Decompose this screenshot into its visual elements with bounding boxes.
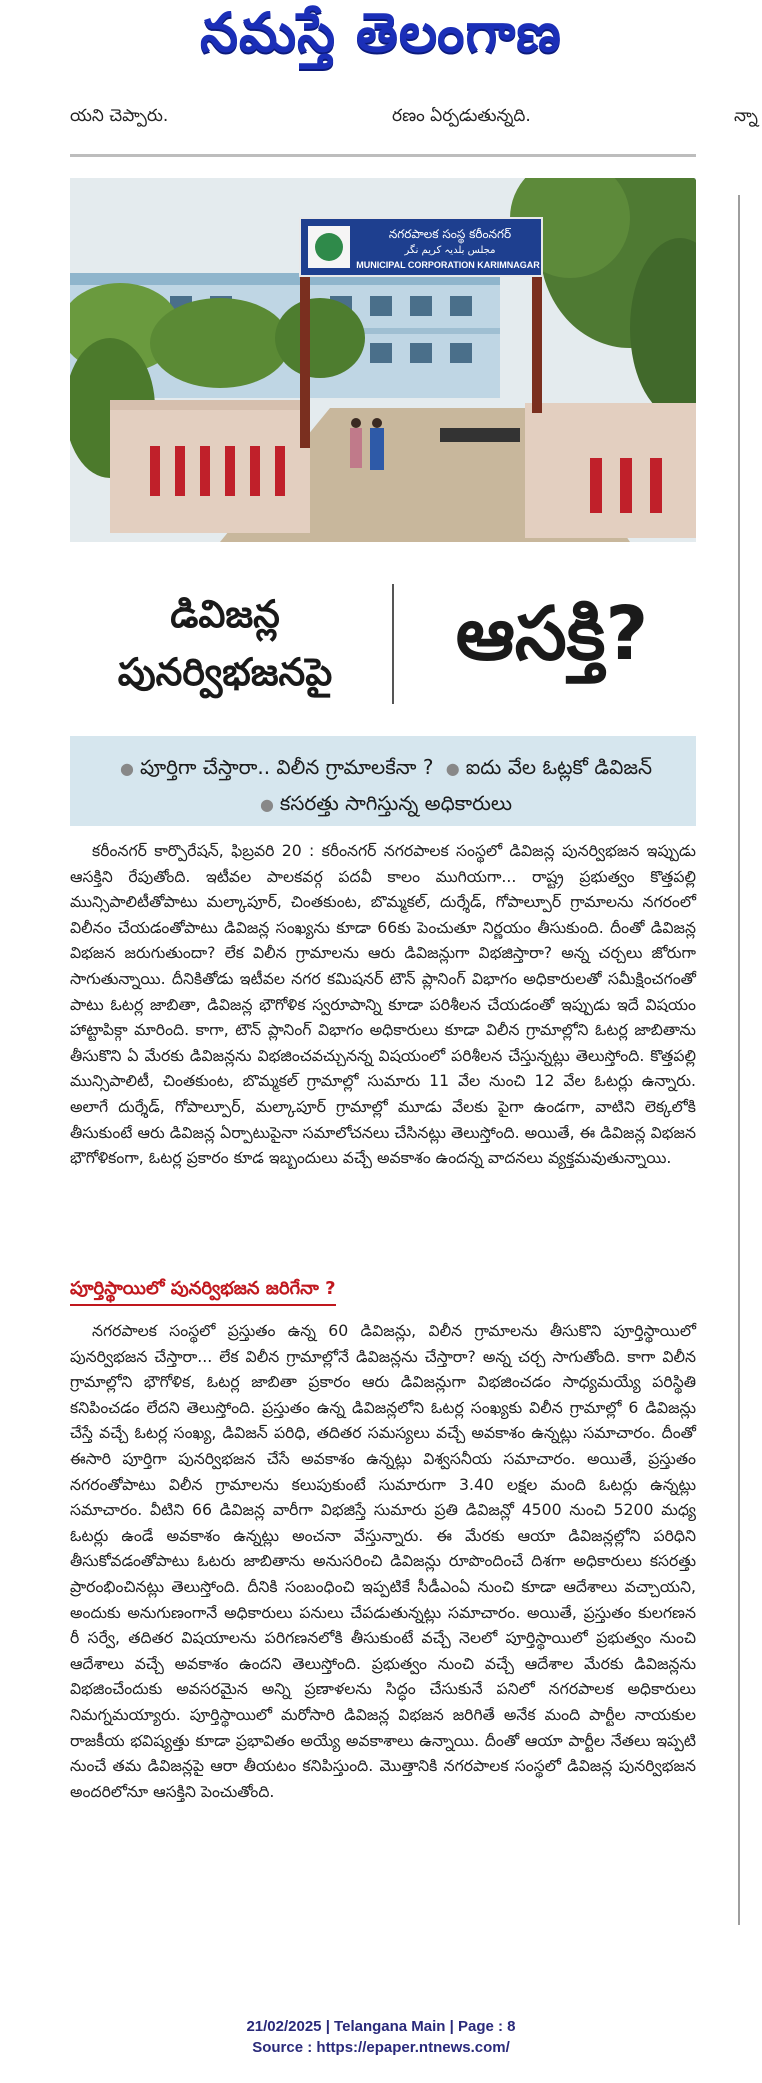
headline <box>70 568 696 718</box>
column-divider <box>738 195 740 1925</box>
sign-telugu: నగరపాలక సంస్థ కరీంనగర్ <box>388 227 512 241</box>
footer-source: Source : https://epaper.ntnews.com/ <box>252 2039 510 2056</box>
bullet-icon: ● <box>445 759 460 778</box>
deck-item-1: పూర్తిగా చేస్తారా.. విలీన గ్రామాలకేనా ? <box>139 755 434 779</box>
sign-urdu: مجلس بلدیہ کریم نگر <box>404 245 496 256</box>
headline-line1: డివిజన్ల <box>170 592 280 636</box>
bullet-icon: ● <box>259 795 274 814</box>
headline-line2: పునర్విభజనపై <box>117 650 333 694</box>
newspaper-logo: నమస్తే తెలంగాణ <box>200 0 562 64</box>
article-subhead: పూర్తిస్థాయిలో పునర్విభజన జరిగేనా ? <box>70 1276 336 1306</box>
headline-main: ఆసక్తి? <box>455 591 649 677</box>
article-photo <box>70 178 696 542</box>
cut-text-col2: రణం ఏర్పడుతున్నది. <box>392 106 531 126</box>
headline-divider <box>392 584 394 704</box>
article-paragraph-1: కరీంనగర్ కార్పొరేషన్, ఫిబ్రవరి 20 : కరీంనగర్ నగరపాలక సంస్థలో డివిజన్ల పునర్విభజన ఇప్పుడు ఆసక్తిని రేపుతోంది. ఇటీవల పాలకవర్గ పదవీ కాలం ముగియగా... రాష్ట్ర ప్రభుత్వం కొత్తపల్లి మున్సిపాలిటీతోపాటు మల్కాపూర్, చింతకుంట, బొమ్మకల్, దుర్శేడ్, గోపాల్పూర్ గ్రామాలను నగరంలో విలీనం చేయడంతోపాటు డివిజన్ల సంఖ్యను కూడా 66కు పెంచుతూ నిర్ణయం తీసుకుంది. దీంతో డివిజన్ల విభజన జరుగుతుందా? లేక విలీన గ్రామాలను ఆరు డివిజన్లుగా విభజిస్తారా? అన్న చర్చలు జోరుగా సాగుతున్నాయి. దీనికితోడు ఇటీవల నగర కమిషనర్ టౌన్ ప్లానింగ్ విభాగం అధికారులతో సమీక్షించగంతో పాటు ఓటర్ల జాబితా, డివిజన్ల భౌగోళిక స్వరూపాన్ని కూడా పరిశీలన చేయడంతో ఇప్పుడు ఇదే విషయం హాట్టాపిక్గా మారింది. కాగా, టౌన్ ప్లానింగ్ విభాగం అధికారులు కూడా విలీన గ్రామాల్లోని ఓటర్ల జాబితాను తీసుకొని ఏ మేరకు డివిజన్లను విభజించవచ్చునన్న విషయంలో పరిశీలన చేస్తున్నట్లు తెలుస్తోంది. కొత్తపల్లి మున్సిపాలిటీ, చింతకుంట, బొమ్మకల్ గ్రామాల్లో సుమారు 11 వేల నుంచి 12 వేల ఓటర్లు ఉన్నారు. అలాగే దుర్శేడ్, గోపాల్పూర్, మల్కాపూర్ గ్రామాల్లో మూడు వేలకు పైగా ఉండగా, వాటిని లెక్కలోకి తీసుకుంటే ఆరు డివిజన్ల ఏర్పాటుపైనా సమాలోచనలు చేసినట్లు తెలుస్తోంది. అయితే, ఈ డివిజన్ల విభజన భౌగోళికంగా, ఓటర్ల ప్రకారం కూడ ఇబ్బందులు వచ్చే అవకాశం ఉందన్న వాదనలు వ్యక్తమవుతున్నాయి. <box>70 841 696 1168</box>
bullet-icon: ● <box>119 759 134 778</box>
previous-article-strip <box>0 100 762 136</box>
cut-text-col3: న్నా <box>734 106 758 126</box>
sign-english: MUNICIPAL CORPORATION KARIMNAGAR <box>356 260 540 270</box>
deck-item-3: కసరత్తు సాగిస్తున్న అధికారులు <box>279 791 513 815</box>
cut-text-col1: యని చెప్పారు. <box>70 106 169 126</box>
masthead <box>0 0 762 78</box>
headline-kicker <box>70 568 380 718</box>
deck-item-2: ఐదు వేల ఓట్లకో డివిజన్ <box>465 755 652 779</box>
deck-highlights <box>70 736 696 826</box>
footer-edition-info: 21/02/2025 | Telangana Main | Page : 8 <box>246 2018 516 2035</box>
article-paragraph-2: నగరపాలక సంస్థలో ప్రస్తుతం ఉన్న 60 డివిజన్లు, విలీన గ్రామాలను తీసుకొని పూర్తిస్థాయిలో పునర్విభజన చేస్తారా... లేక విలీన గ్రామాల్లోనే డివిజన్లను చేస్తారా? అన్న చర్చ సాగుతోంది. కాగా విలీన గ్రామాల్లోని భౌగోళిక, ఓటర్ల జాబితా ప్రకారం ఆరు డివిజన్లుగా విభజించడం సాధ్యమయ్యే పరిస్థితి కనిపించడం లేదని తెలుస్తోంది. ప్రస్తుతం ఉన్న డివిజన్లలోని ఓటర్ల సంఖ్యకు విలీన గ్రామాల్లో 6 డివిజన్లు చేస్తే వచ్చే ఓటర్ల సంఖ్య, డివిజన్ పరిధి, తదితర సమస్యలు వచ్చే అవకాశం ఉన్నట్లు సమాచారం. దీంతో ఈసారి పూర్తిగా పునర్విభజన చేసే అవకాశం ఉన్నట్లు విశ్వసనీయ సమాచారం. అయితే, ప్రస్తుతం నగరంతోపాటు విలీన గ్రామాలను కలుపుకుంటే సుమారుగా 3.40 లక్షల మంది ఓటర్లు ఉన్నట్లు సమాచారం. వీటిని 66 డివిజన్ల వారీగా విభజిస్తే సుమారు ప్రతి డివిజన్లో 4500 నుంచి 5200 మధ్య ఓటర్లు ఉండే అవకాశం ఉన్నట్లు అంచనా వేస్తున్నారు. ఈ మేరకు ఆయా డివిజన్లల్లోని పరిధిని తీసుకోవడంతోపాటు ఓటరు జాబితాను అనుసరించి డివిజన్లు రూపొందించే దిశగా అధికారులు కసరత్తు ప్రారంభించినట్లు తెలుస్తోంది. దీనికి సంబంధించి ఇప్పటికే సీడీఎంఏ నుంచి కూడా ఆదేశాలు వచ్చాయని, అందుకు అనుగుణంగానే అధికారులు పనులు చేపడుతున్నట్లు సమాచారం. అయితే, ప్రస్తుతం కులగణన రీ సర్వే, తదితర విషయాలను పరిగణనలోకి తీసుకుంటే వచ్చే నెలలో పూర్తిస్థాయిలో ప్రభుత్వం నుంచి ఆదేశాలు వచ్చే అవకాశం ఉందని తెలుస్తోంది. ప్రభుత్వం నుంచి వచ్చే ఆదేశాల మేరకు డివిజన్లను విభజించేందుకు అవసరమైన అన్ని ప్రణాళలను సిద్ధం చేసుకునే పనిలో నగరపాలక అధికారులు నిమగ్నమయ్యారు. పూర్తిస్థాయిలో మరోసారి డివిజన్ల విభజన జరిగితే అనేక మంది పార్టీల నాయకుల రాజకీయ భవిష్యత్తు కూడా ప్రభావితం అయ్యే అవకాశాలు ఉన్నాయి. దీంతో ఆయా పార్టీల నేతలు ఇప్పటి నుంచే తమ డివిజన్లపై ఆరా తీయటం కనిపిస్తుంది. మొత్తానికి నగరపాలక సంస్థలో డివిజన్ల పునర్విభజన అందరిలోనూ ఆసక్తిని పెంచుతోంది. <box>70 1321 696 1801</box>
top-divider <box>70 154 696 157</box>
page-footer <box>0 2016 762 2058</box>
